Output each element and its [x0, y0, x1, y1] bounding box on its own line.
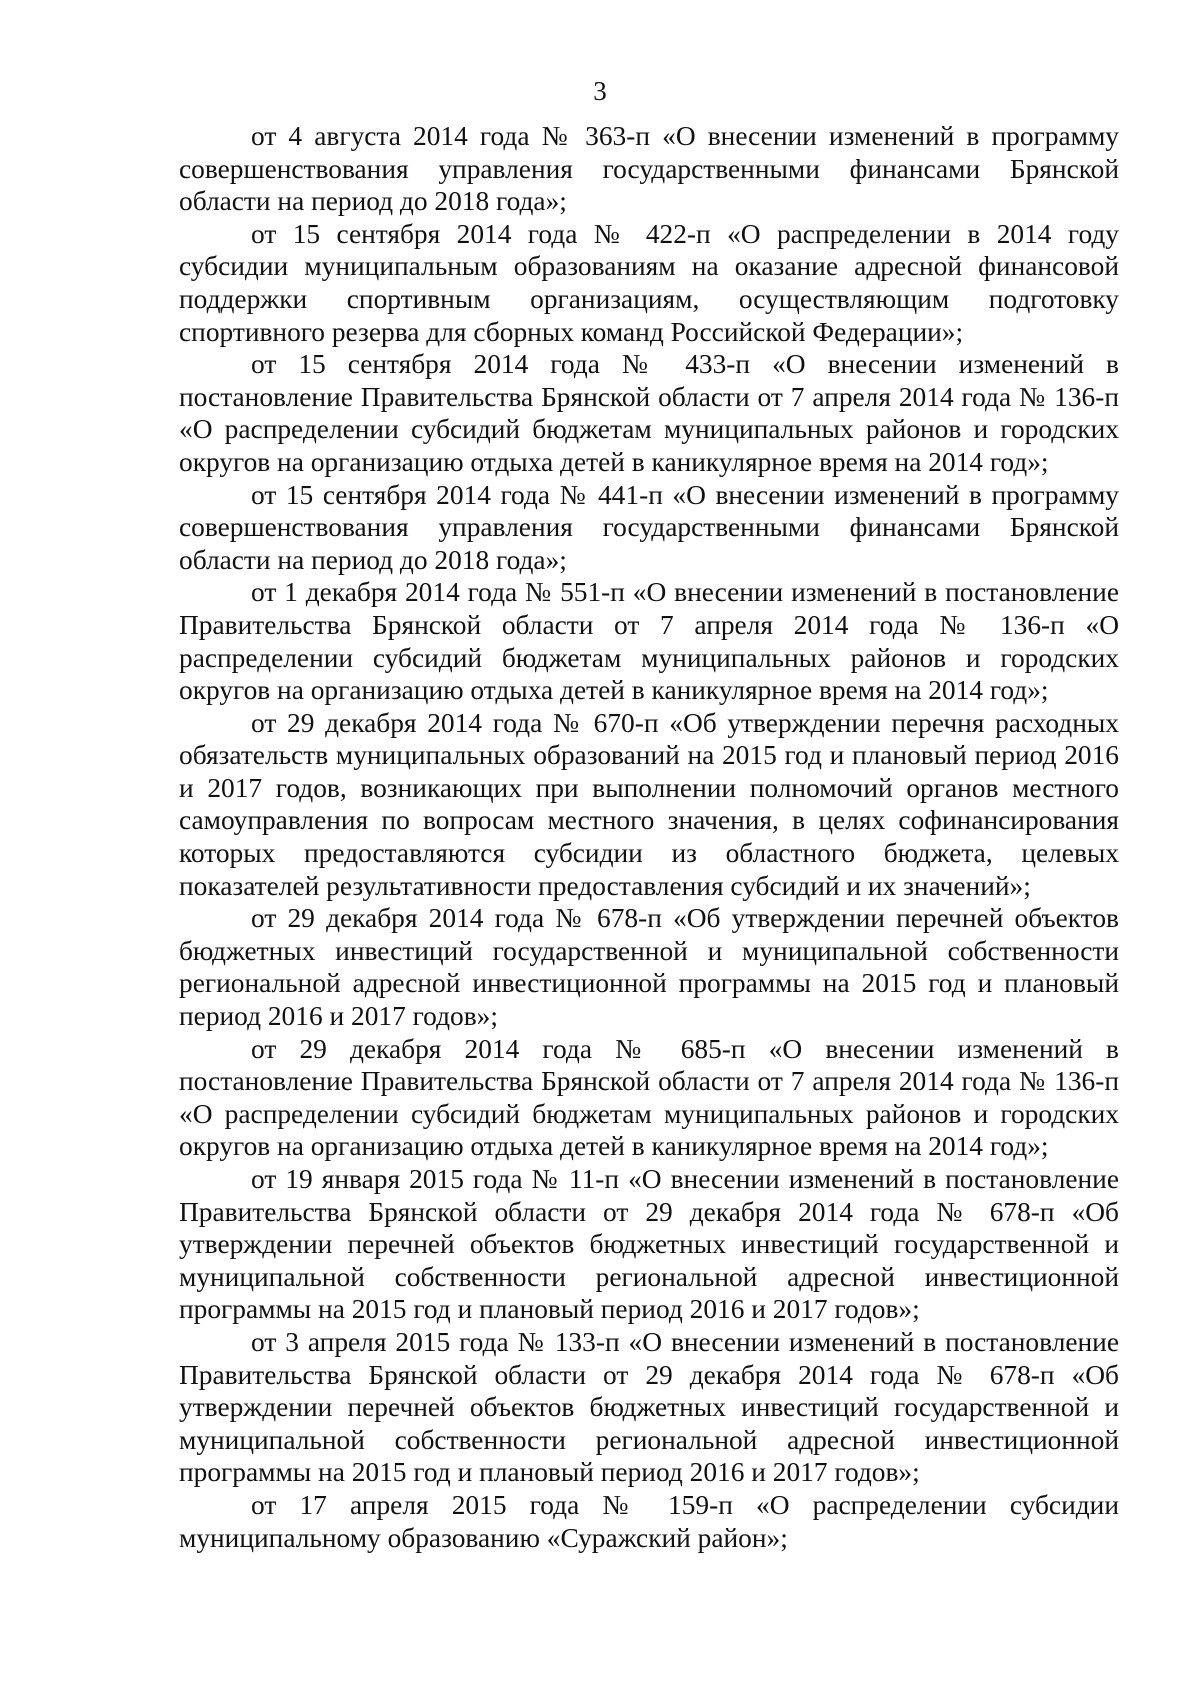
paragraph-resolution-363: от 4 августа 2014 года № 363-п «О внесении изменений в программу совершенствования управления государственными финансами Брянской области на период до 2018 года»;: [179, 121, 1119, 217]
paragraph-resolution-685: от 29 декабря 2014 года № 685-п «О внесении изменений в постановление Правительства Брянской области от 7 апреля 2014 года № 136-п «О распределении субсидий бюджетам муниципальных районов и городских округов на организацию отдыха детей в каникулярное время на 2014 год»;: [179, 1033, 1119, 1162]
paragraph-resolution-670: от 29 декабря 2014 года № 670-п «Об утверждении перечня расходных обязательств муниципальных образований на 2015 год и плановый период 2016 и 2017 годов, возникающих при выполнении полномочий органов местного самоуправления по вопросам местного значения, в целях софинансирования которых предоставляются субсидии из областного бюджета, целевых показателей результативности предоставления субсидий и их значений»;: [179, 707, 1119, 901]
paragraph-resolution-551: от 1 декабря 2014 года № 551-п «О внесении изменений в постановление Правительства Брянской области от 7 апреля 2014 года № 136-п «О распределении субсидий бюджетам муниципальных районов и городских округов на организацию отдыха детей в каникулярное время на 2014 год»;: [179, 577, 1119, 706]
paragraph-resolution-159: от 17 апреля 2015 года № 159-п «О распределении субсидии муниципальному образованию «Суражский район»;: [179, 1489, 1119, 1553]
document-body: [179, 120, 1119, 1554]
paragraph-resolution-678: от 29 декабря 2014 года № 678-п «Об утверждении перечней объектов бюджетных инвестиций государственной и муниципальной собственности региональной адресной инвестиционной программы на 2015 год и плановый период 2016 и 2017 годов»;: [179, 903, 1119, 1032]
page-number: 3: [593, 76, 607, 106]
paragraph-resolution-11: от 19 января 2015 года № 11-п «О внесении изменений в постановление Правительства Брянской области от 29 декабря 2014 года № 678-п «Об утверждении перечней объектов бюджетных инвестиций государственной и муниципальной собственности региональной адресной инвестиционной программы на 2015 год и плановый период 2016 и 2017 годов»;: [179, 1164, 1119, 1325]
paragraph-resolution-422: от 15 сентября 2014 года № 422-п «О распределении в 2014 году субсидии муниципальным образованиям на оказание адресной финансовой поддержки спортивным организациям, осуществляющим подготовку спортивного резерва для сборных команд Российской Федерации»;: [179, 218, 1119, 347]
paragraph-resolution-133: от 3 апреля 2015 года № 133-п «О внесении изменений в постановление Правительства Брянской области от 29 декабря 2014 года № 678-п «Об утверждении перечней объектов бюджетных инвестиций государственной и муниципальной собственности региональной адресной инвестиционной программы на 2015 год и плановый период 2016 и 2017 годов»;: [179, 1326, 1119, 1488]
paragraph-resolution-433: от 15 сентября 2014 года № 433-п «О внесении изменений в постановление Правительства Брянской области от 7 апреля 2014 года № 136-п «О распределении субсидий бюджетам муниципальных районов и городских округов на организацию отдыха детей в каникулярное время на 2014 год»;: [179, 349, 1119, 477]
paragraph-resolution-441: от 15 сентября 2014 года № 441-п «О внесении изменений в программу совершенствования управления государственными финансами Брянской области на период до 2018 года»;: [179, 479, 1119, 575]
